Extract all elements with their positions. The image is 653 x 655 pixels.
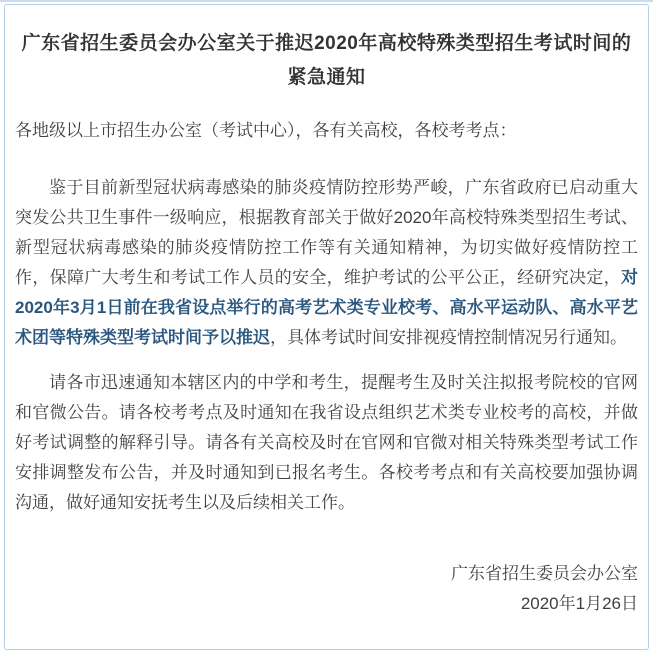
paragraph-decision-lead: 鉴于目前新型冠状病毒感染的肺炎疫情防控形势严峻，广东省政府已启动重大突发公共卫生事件一级响应，根据教育部关于做好2020年高校特殊类型招生考试、新型冠状病毒感染的肺炎疫情防控工作等有关通知精神，为切实做好疫情防控工作，保障广大考生和考试工作人员的安全，维护考试的公平公正，经研究决定， [15, 178, 638, 287]
top-divider-line [0, 0, 653, 2]
paragraph-decision-tail: ，具体考试时间安排视疫情控制情况另行通知。 [270, 328, 627, 347]
paragraph-decision-highlight: 对2020年3月1日前在我省设点举行的高考艺术类专业校考、高水平运动队、高水平艺术团等特殊类型考试时间予以推迟 [15, 268, 638, 347]
paragraph-decision [15, 173, 638, 353]
notice-title [15, 27, 638, 95]
notice-card [4, 4, 649, 650]
notice-title-line-1: 广东省招生委员会办公室关于推迟2020年高校特殊类型招生考试时间的 [21, 33, 632, 54]
signature-block [15, 559, 638, 619]
salutation-line: 各地级以上市招生办公室（考试中心），各有关高校，各校考考点： [15, 121, 517, 140]
notice-title-line-2: 紧急通知 [287, 67, 366, 88]
signature-date: 2020年1月26日 [520, 594, 638, 613]
paragraph-instructions: 请各市迅速通知本辖区内的中学和考生，提醒考生及时关注拟报考院校的官网和官微公告。请各校考考点及时通知在我省设点组织艺术类专业校考的高校，并做好考试调整的解释引导。请各有关高校及时在官网和官微对相关特殊类型考试工作安排调整发布公告，并及时通知到已报名考生。各校考考点和有关高校要加强协调沟通，做好通知安抚考生以及后续相关工作。 [15, 373, 638, 512]
signature-issuer: 广东省招生委员会办公室 [451, 564, 638, 583]
